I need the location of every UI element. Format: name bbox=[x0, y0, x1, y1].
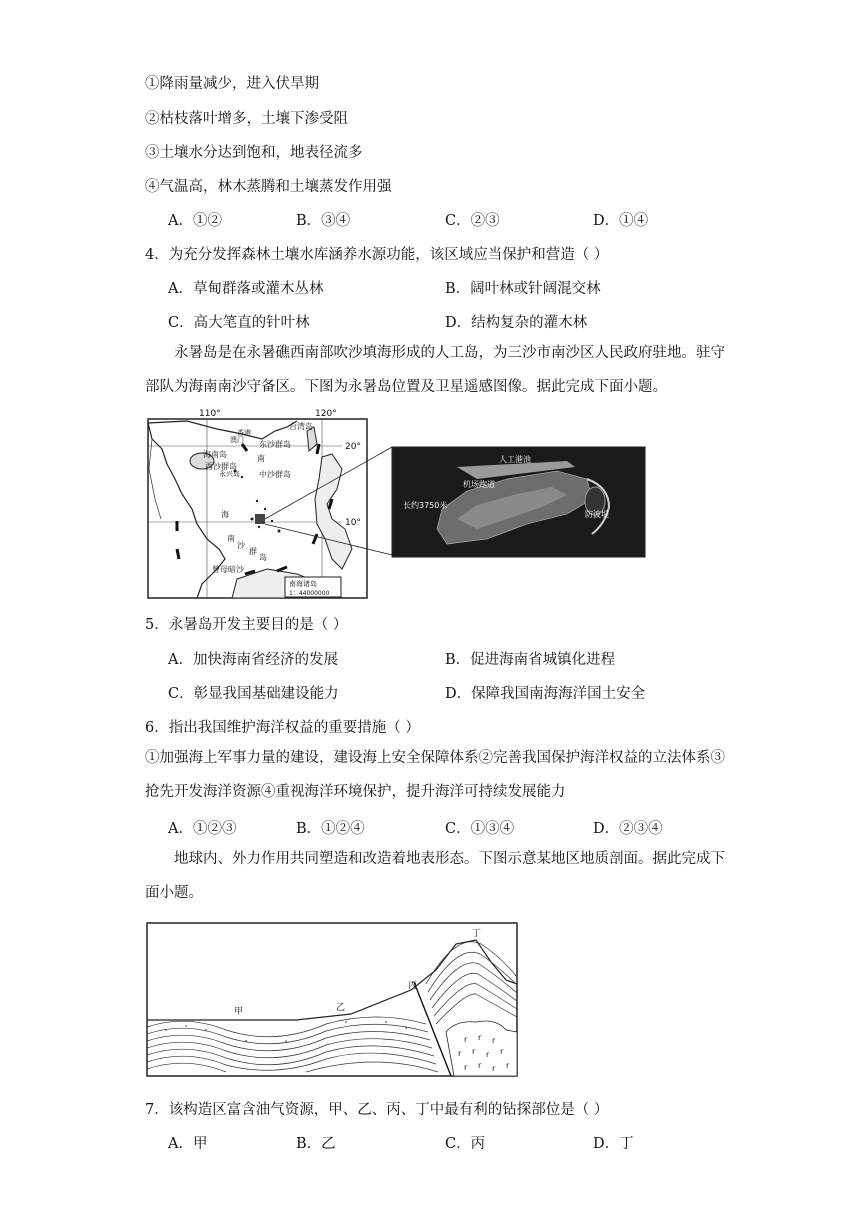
place-sha: 沙 bbox=[237, 541, 245, 550]
svg-text:r: r bbox=[464, 1063, 468, 1072]
svg-text:r: r bbox=[472, 1047, 476, 1056]
q7-option-c[interactable]: C．丙 bbox=[445, 1136, 486, 1152]
place-zhongsha: 中沙群岛 bbox=[259, 470, 291, 479]
geologic-section-figure bbox=[146, 922, 520, 1078]
q5-option-d[interactable]: D．保障我国南海海洋国土安全 bbox=[445, 686, 646, 702]
place-macau: 澳门 bbox=[230, 436, 244, 444]
south-china-sea-map-figure bbox=[147, 409, 647, 599]
svg-text:r: r bbox=[500, 1047, 504, 1056]
section-label-bing: 丙 bbox=[408, 981, 418, 991]
place-hainan: 海南岛 bbox=[203, 450, 227, 459]
place-zengmuansha: 曾母暗沙 bbox=[212, 565, 244, 574]
lon-label-120: 120° bbox=[315, 409, 337, 419]
q3-item-3: ③土壤水分达到饱和，地表径流多 bbox=[145, 145, 363, 161]
q4-option-a[interactable]: A．草甸群落或灌木丛林 bbox=[168, 281, 324, 297]
svg-text:r: r bbox=[464, 1035, 468, 1044]
q5-option-b[interactable]: B．促进海南省城镇化进程 bbox=[445, 652, 616, 668]
passage-geology: 地球内、外力作用共同塑造和改造着地表形态。下图示意某地区地质剖面。据此完成下面小题。 bbox=[145, 851, 725, 901]
place-nan-2: 南 bbox=[227, 534, 235, 543]
passage-yongshu: 永暑岛是在永暑礁西南部吹沙填海形成的人工岛，为三沙市南沙区人民政府驻地。驻守部队为海南南沙守备区。下图为永暑岛位置及卫星遥感图像。据此完成下面小题。 bbox=[145, 345, 725, 395]
q6-option-d[interactable]: D．②③④ bbox=[593, 821, 663, 837]
place-dongsha: 东沙群岛 bbox=[259, 440, 291, 449]
svg-text:r: r bbox=[486, 1050, 490, 1059]
q4-option-c[interactable]: C．高大笔直的针叶林 bbox=[168, 315, 310, 331]
q3-option-c[interactable]: C．②③ bbox=[445, 213, 500, 229]
q3-option-b[interactable]: B．③④ bbox=[296, 213, 351, 229]
svg-text:r: r bbox=[478, 1061, 482, 1070]
q6-stem: 6．指出我国维护海洋权益的重要措施（ ） bbox=[145, 720, 420, 736]
q4-option-b[interactable]: B．阔叶林或针阔混交林 bbox=[445, 281, 601, 297]
place-yongxing: 永兴岛 bbox=[219, 470, 240, 478]
sat-label-runway: 机场跑道 bbox=[463, 480, 495, 489]
sat-label-harbor: 人工港池 bbox=[499, 455, 531, 464]
q3-item-4: ④气温高，林木蒸腾和土壤蒸发作用强 bbox=[145, 179, 392, 195]
place-nan-1: 南 bbox=[257, 454, 265, 463]
q6-option-c[interactable]: C．①③④ bbox=[445, 821, 515, 837]
q6-option-a[interactable]: A．①②③ bbox=[168, 821, 237, 837]
q7-option-d[interactable]: D．丁 bbox=[593, 1136, 634, 1152]
place-hongkong: 香港 bbox=[237, 429, 251, 437]
q3-option-a[interactable]: A．①② bbox=[168, 213, 222, 229]
place-xisha: 西沙群岛 bbox=[205, 462, 237, 471]
section-label-yi: 乙 bbox=[336, 1003, 346, 1013]
q3-item-2: ②枯枝落叶增多，土壤下渗受阻 bbox=[145, 111, 348, 127]
section-label-ding: 丁 bbox=[472, 929, 482, 939]
q3-item-1: ①降雨量减少，进入伏旱期 bbox=[145, 76, 319, 92]
place-dao: 岛 bbox=[259, 553, 267, 562]
place-taiwan: 台湾岛 bbox=[289, 422, 313, 431]
lon-label-110: 110° bbox=[199, 409, 221, 419]
q5-stem: 5．永暑岛开发主要目的是（ ） bbox=[145, 617, 348, 633]
lat-label-20: 20° bbox=[345, 442, 361, 452]
svg-text:r: r bbox=[458, 1049, 462, 1058]
sat-label-length: 长约3750米 bbox=[403, 501, 448, 510]
place-qun: 群 bbox=[249, 547, 257, 556]
section-label-jia: 甲 bbox=[234, 1007, 244, 1017]
q5-option-c[interactable]: C．彰显我国基础建设能力 bbox=[168, 686, 339, 702]
svg-text:r: r bbox=[492, 1064, 496, 1073]
q7-stem: 7．该构造区富含油气资源，甲、乙、丙、丁中最有利的钻探部位是（ ） bbox=[145, 1102, 609, 1118]
lat-label-10: 10° bbox=[345, 518, 361, 528]
q4-stem: 4．为充分发挥森林土壤水库涵养水源功能，该区域应当保护和营造（ ） bbox=[145, 247, 609, 263]
q7-option-a[interactable]: A．甲 bbox=[168, 1136, 208, 1152]
svg-text:r: r bbox=[478, 1033, 482, 1042]
q5-option-a[interactable]: A．加快海南省经济的发展 bbox=[168, 652, 338, 668]
q4-option-d[interactable]: D．结构复杂的灌木林 bbox=[445, 315, 588, 331]
place-hai: 海 bbox=[221, 510, 229, 519]
svg-text:r: r bbox=[506, 1061, 510, 1070]
q6-option-b[interactable]: B．①②④ bbox=[296, 821, 365, 837]
q7-option-b[interactable]: B．乙 bbox=[296, 1136, 336, 1152]
q3-option-d[interactable]: D．①④ bbox=[593, 213, 649, 229]
yongshu-reef-marker bbox=[255, 514, 265, 524]
sat-label-breakwater: 防波堤 bbox=[585, 510, 609, 519]
legend-scale: 1：44000000 bbox=[289, 590, 330, 597]
q6-body: ①加强海上军事力量的建设，建设海上安全保障体系②完善我国保护海洋权益的立法体系③抢先开发海洋资源④重视海洋环境保护，提升海洋可持续发展能力 bbox=[145, 750, 725, 800]
legend-title: 南海诸岛 bbox=[289, 580, 317, 588]
svg-text:r: r bbox=[492, 1036, 496, 1045]
